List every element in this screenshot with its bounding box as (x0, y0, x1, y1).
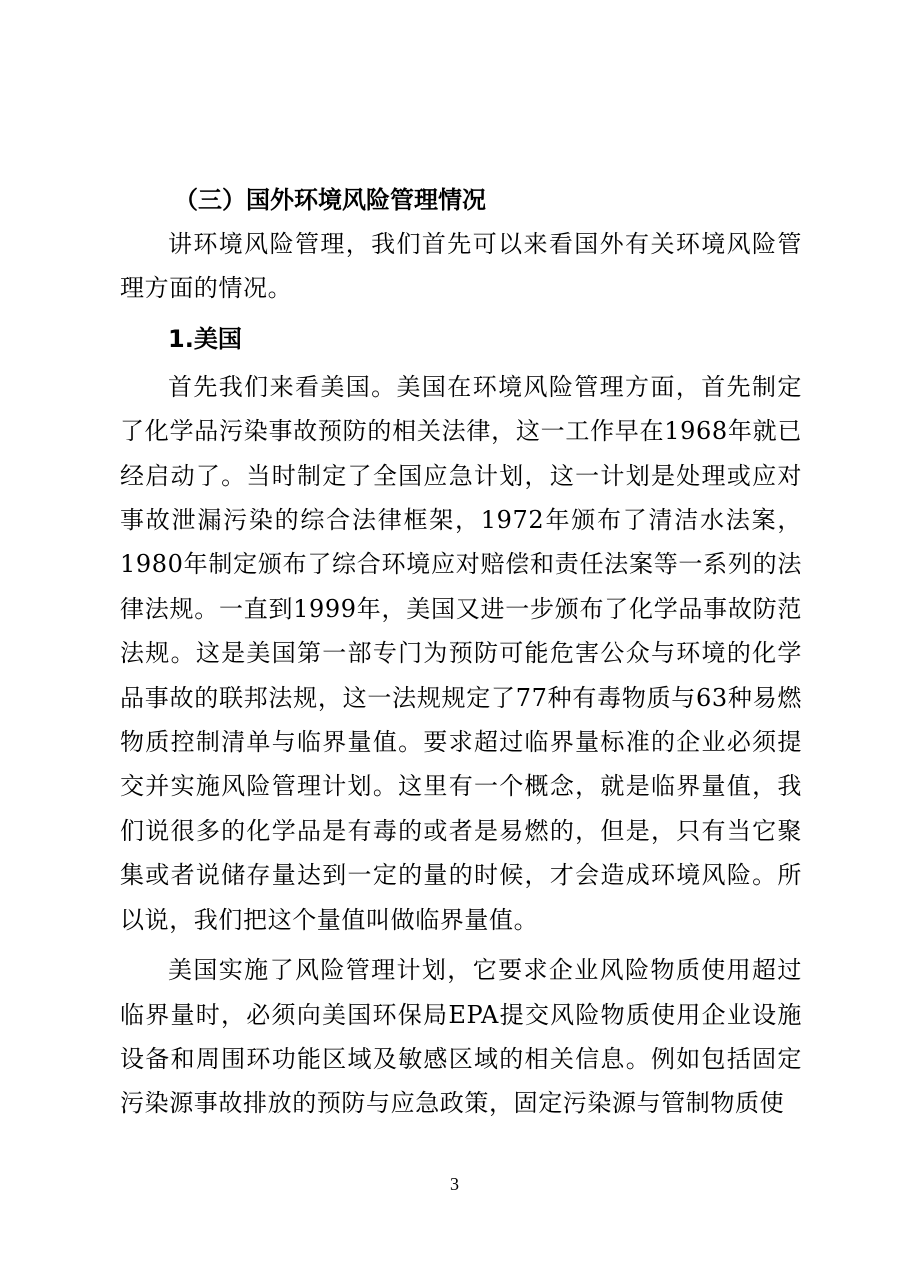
document-body (120, 178, 802, 1126)
body-paragraph-risk-plan: 美国实施了风险管理计划，它要求企业风险物质使用超过临界量时，必须向美国环保局EPA提交风险物质使用企业设施设备和周围环功能区域及敏感区域的相关信息。例如包括固定污染源事故排放的预防与应急政策，固定污染源与管制物质使 (120, 956, 802, 1118)
page-number: 3 (450, 1174, 459, 1194)
body-paragraph-usa-laws: 首先我们来看美国。美国在环境风险管理方面，首先制定了化学品污染事故预防的相关法律，这一工作早在1968年就已经启动了。当时制定了全国应急计划，这一计划是处理或应对事故泄漏污染的综合法律框架，1972年颁布了清洁水法案，1980年制定颁布了综合环境应对赔偿和责任法案等一系列的法律法规。一直到1999年，美国又进一步颁布了化学品事故防范法规。这是美国第一部专门为预防可能危害公众与环境的化学品事故的联邦法规，这一法规规定了77种有毒物质与63种易燃物质控制清单与临界量值。要求超过临界量标准的企业必须提交并实施风险管理计划。这里有一个概念，就是临界量值，我们说很多的化学品是有毒的或者是易燃的，但是，只有当它聚集或者说储存量达到一定的量的时候，才会造成环境风险。所以说，我们把这个量值叫做临界量值。 (120, 372, 802, 934)
subsection-heading: 1.美国 (168, 324, 242, 353)
section-heading: （三）国外环境风险管理情况 (174, 186, 486, 214)
intro-paragraph: 讲环境风险管理，我们首先可以来看国外有关环境风险管理方面的情况。 (120, 230, 802, 303)
